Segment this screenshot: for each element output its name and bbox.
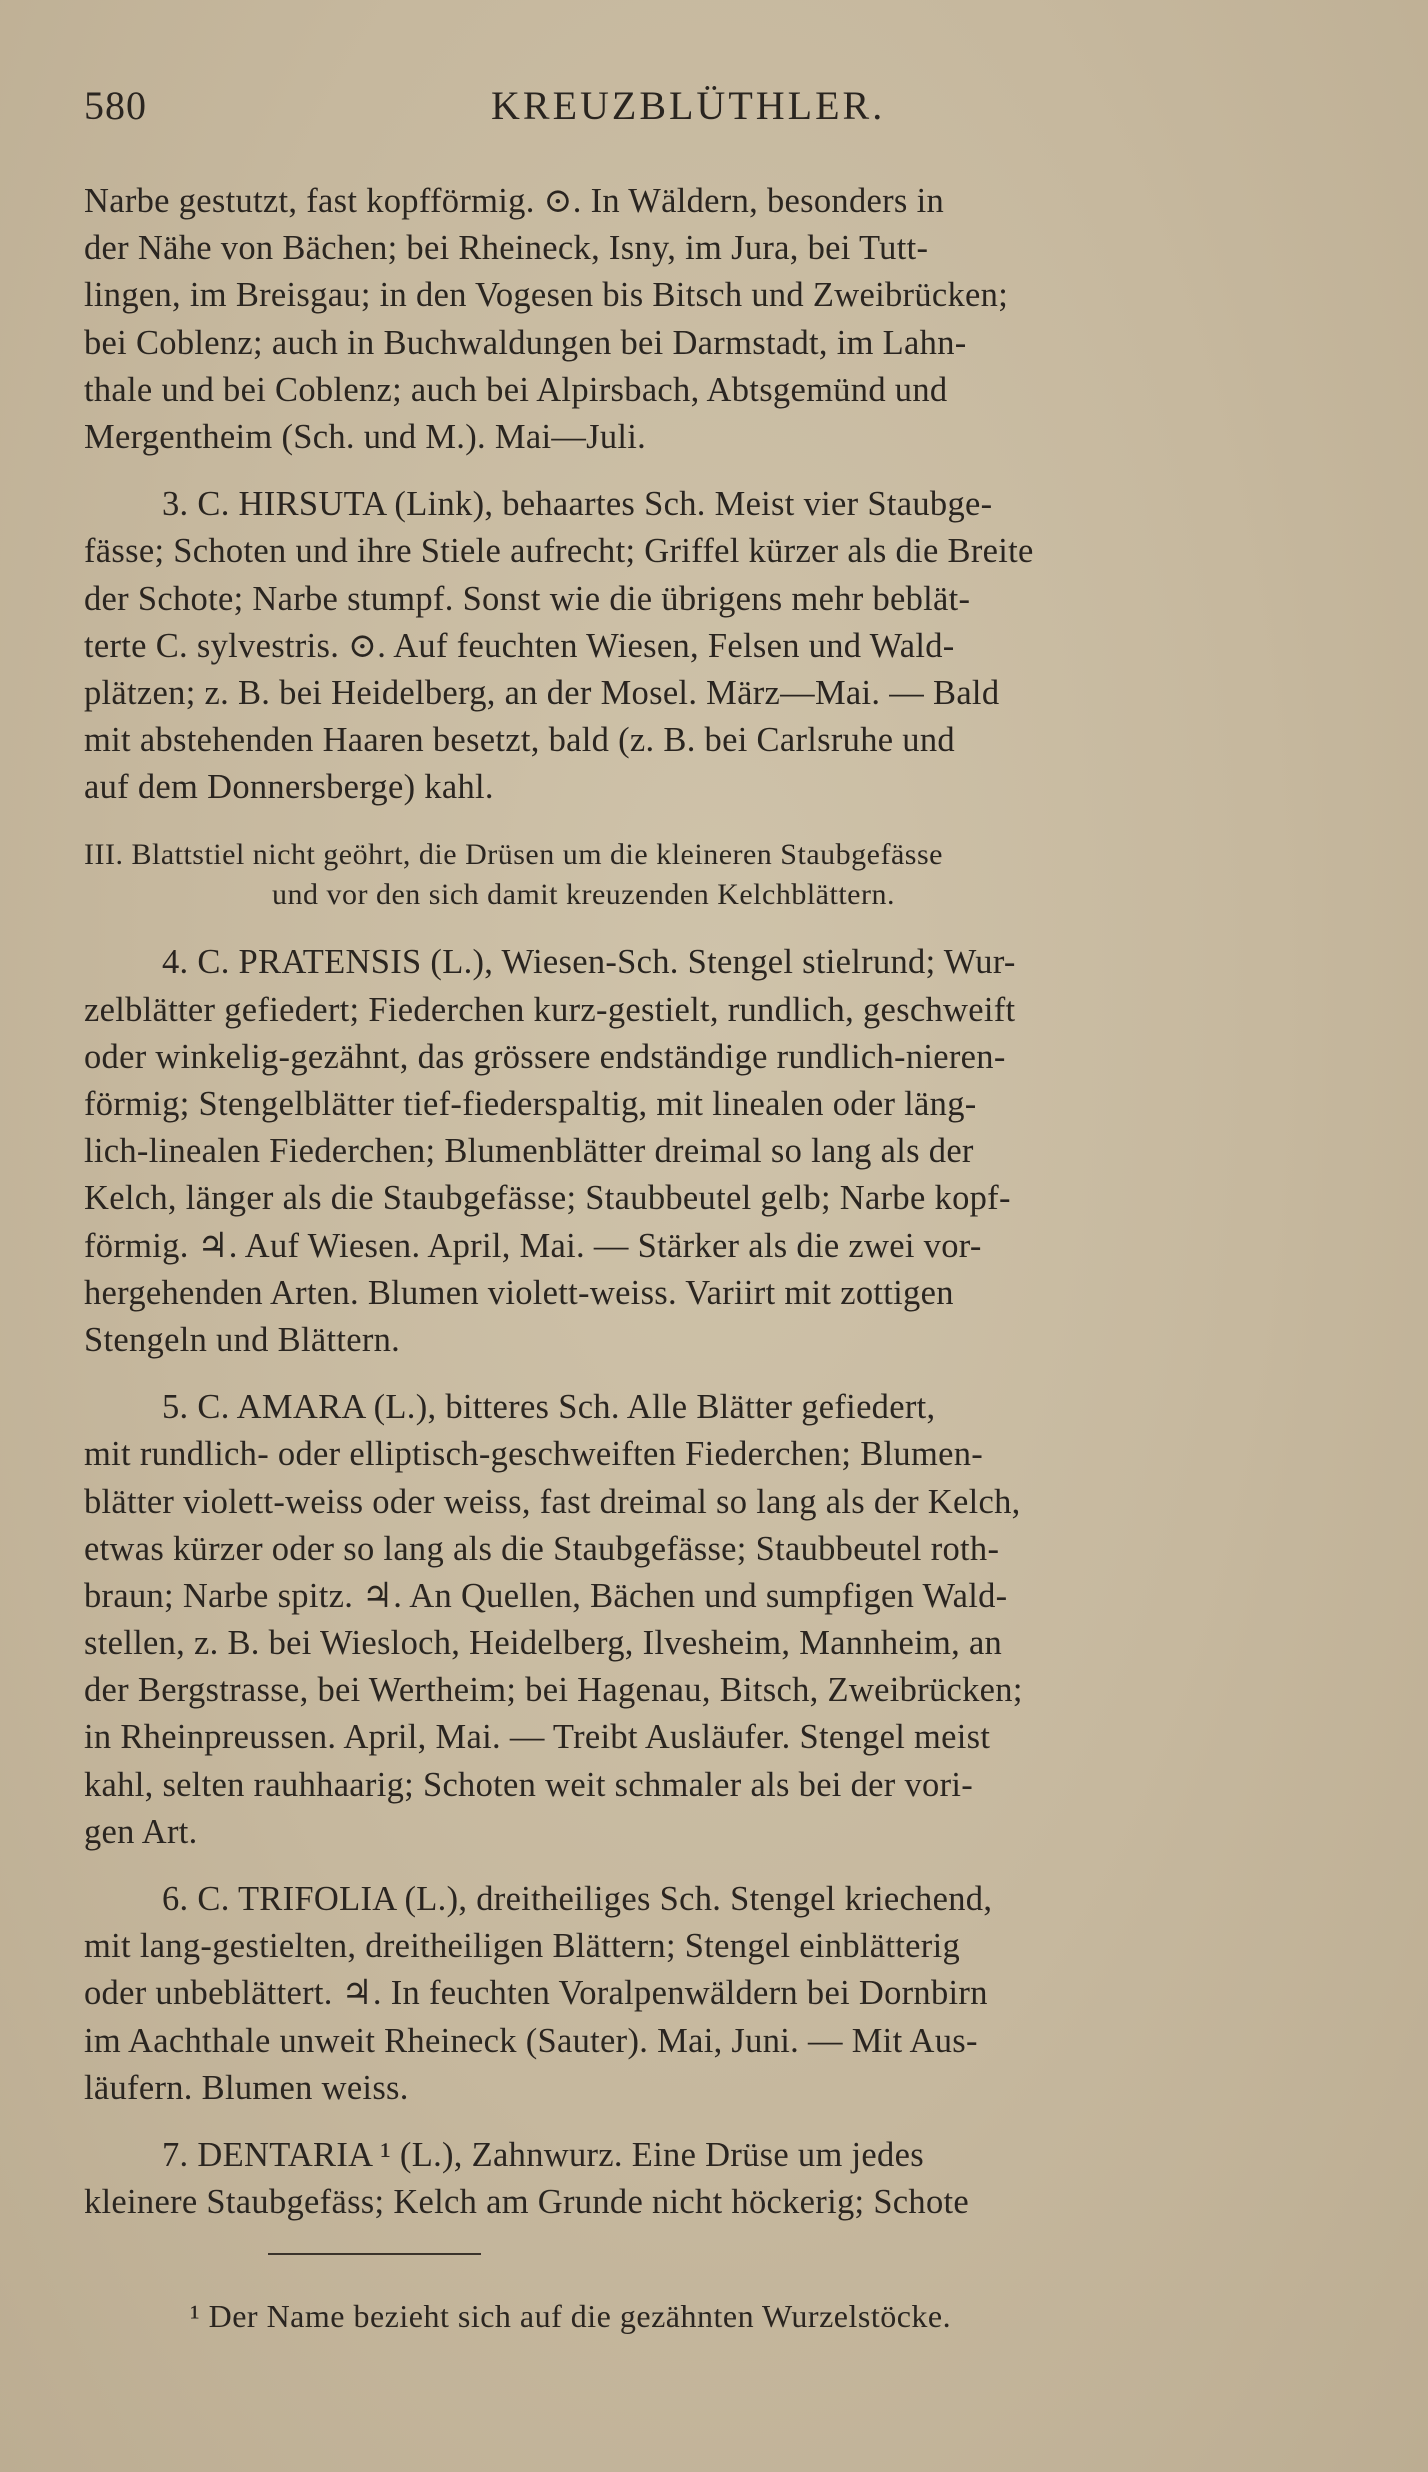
text-line: mit rundlich- oder elliptisch-geschweiften Fiederchen; Blumen-: [84, 1435, 984, 1474]
text-line: hergehenden Arten. Blumen violett-weiss. Variirt mit zottigen: [84, 1273, 954, 1312]
text-line: läufern. Blumen weiss.: [84, 2068, 409, 2107]
text-line: Mergentheim (Sch. und M.). Mai—Juli.: [84, 417, 647, 456]
text-line: zelblätter gefiedert; Fiederchen kurz-gestielt, rundlich, geschweift: [84, 990, 1016, 1029]
text-line: oder unbeblättert. ♃. In feuchten Voralpenwäldern bei Dornbirn: [84, 1974, 988, 2013]
text-line: etwas kürzer oder so lang als die Staubgefässe; Staubbeutel roth-: [84, 1529, 1000, 1568]
text-line: Kelch, länger als die Staubgefässe; Staubbeutel gelb; Narbe kopf-: [84, 1179, 1011, 1218]
footnote-divider: [268, 2253, 481, 2255]
text-line: Stengeln und Blättern.: [84, 1320, 401, 1359]
section-note: III. Blattstiel nicht geöhrt, die Drüsen um die kleineren Staubgefässe: [84, 838, 943, 872]
text-line: 6. C. TRIFOLIA (L.), dreitheiliges Sch. Stengel kriechend,: [162, 1880, 993, 1918]
text-line: 4. C. PRATENSIS (L.), Wiesen-Sch. Stengel stielrund; Wur-: [162, 943, 1016, 982]
running-title: KREUZBLÜTHLER.: [491, 83, 886, 128]
page-number: 580: [84, 83, 147, 128]
text-line: gen Art.: [84, 1812, 198, 1851]
text-line: 7. DENTARIA ¹ (L.), Zahnwurz. Eine Drüse um jedes: [162, 2135, 924, 2174]
text-line: thale und bei Coblenz; auch bei Alpirsbach, Abtsgemünd und: [84, 370, 948, 409]
text-line: fässe; Schoten und ihre Stiele aufrecht; Griffel kürzer als die Breite: [84, 532, 1034, 571]
text-line: in Rheinpreussen. April, Mai. — Treibt Ausläufer. Stengel meist: [84, 1718, 991, 1757]
text-line: förmig; Stengelblätter tief-fiederspaltig, mit linealen oder läng-: [84, 1085, 977, 1123]
section-note: und vor den sich damit kreuzenden Kelchblättern.: [272, 878, 895, 912]
text-line: lingen, im Breisgau; in den Vogesen bis Bitsch und Zweibrücken;: [84, 276, 1009, 315]
text-line: mit abstehenden Haaren besetzt, bald (z. B. bei Carlsruhe und: [84, 721, 955, 760]
text-line: Narbe gestutzt, fast kopfförmig. ⊙. In Wäldern, besonders in: [84, 182, 944, 220]
text-line: mit lang-gestielten, dreitheiligen Blättern; Stengel einblätterig: [84, 1927, 961, 1966]
text-line: kahl, selten rauhhaarig; Schoten weit schmaler als bei der vori-: [84, 1765, 974, 1804]
text-line: auf dem Donnersberge) kahl.: [84, 768, 494, 807]
text-line: blätter violett-weiss oder weiss, fast dreimal so lang als der Kelch,: [84, 1482, 1021, 1521]
text-line: bei Coblenz; auch in Buchwaldungen bei Darmstadt, im Lahn-: [84, 323, 967, 362]
text-line: 5. C. AMARA (L.), bitteres Sch. Alle Blätter gefiedert,: [162, 1388, 936, 1427]
footnote: ¹ Der Name bezieht sich auf die gezähnten Wurzelstöcke.: [190, 2298, 952, 2334]
text-line: lich-linealen Fiederchen; Blumenblätter dreimal so lang als der: [84, 1132, 974, 1171]
text-line: förmig. ♃. Auf Wiesen. April, Mai. — Stärker als die zwei vor-: [84, 1226, 982, 1265]
text-line: der Schote; Narbe stumpf. Sonst wie die übrigens mehr beblät-: [84, 579, 971, 618]
text-line: im Aachthale unweit Rheineck (Sauter). Mai, Juni. — Mit Aus-: [84, 2021, 978, 2060]
text-line: plätzen; z. B. bei Heidelberg, an der Mosel. März—Mai. — Bald: [84, 673, 1000, 712]
text-line: der Nähe von Bächen; bei Rheineck, Isny, im Jura, bei Tutt-: [84, 229, 929, 268]
text-line: 3. C. HIRSUTA (Link), behaartes Sch. Meist vier Staubge-: [162, 485, 993, 524]
text-line: terte C. sylvestris. ⊙. Auf feuchten Wiesen, Felsen und Wald-: [84, 626, 955, 665]
text-line: der Bergstrasse, bei Wertheim; bei Hagenau, Bitsch, Zweibrücken;: [84, 1671, 1023, 1710]
body-text: [84, 178, 1354, 2226]
page-header: [84, 82, 1364, 142]
text-line: kleinere Staubgefäss; Kelch am Grunde nicht höckerig; Schote: [84, 2183, 970, 2222]
text-line: stellen, z. B. bei Wiesloch, Heidelberg, Ilvesheim, Mannheim, an: [84, 1624, 1003, 1663]
text-line: braun; Narbe spitz. ♃. An Quellen, Bächen und sumpfigen Wald-: [84, 1576, 1008, 1615]
text-line: oder winkelig-gezähnt, das grössere endständige rundlich-nieren-: [84, 1037, 1006, 1076]
